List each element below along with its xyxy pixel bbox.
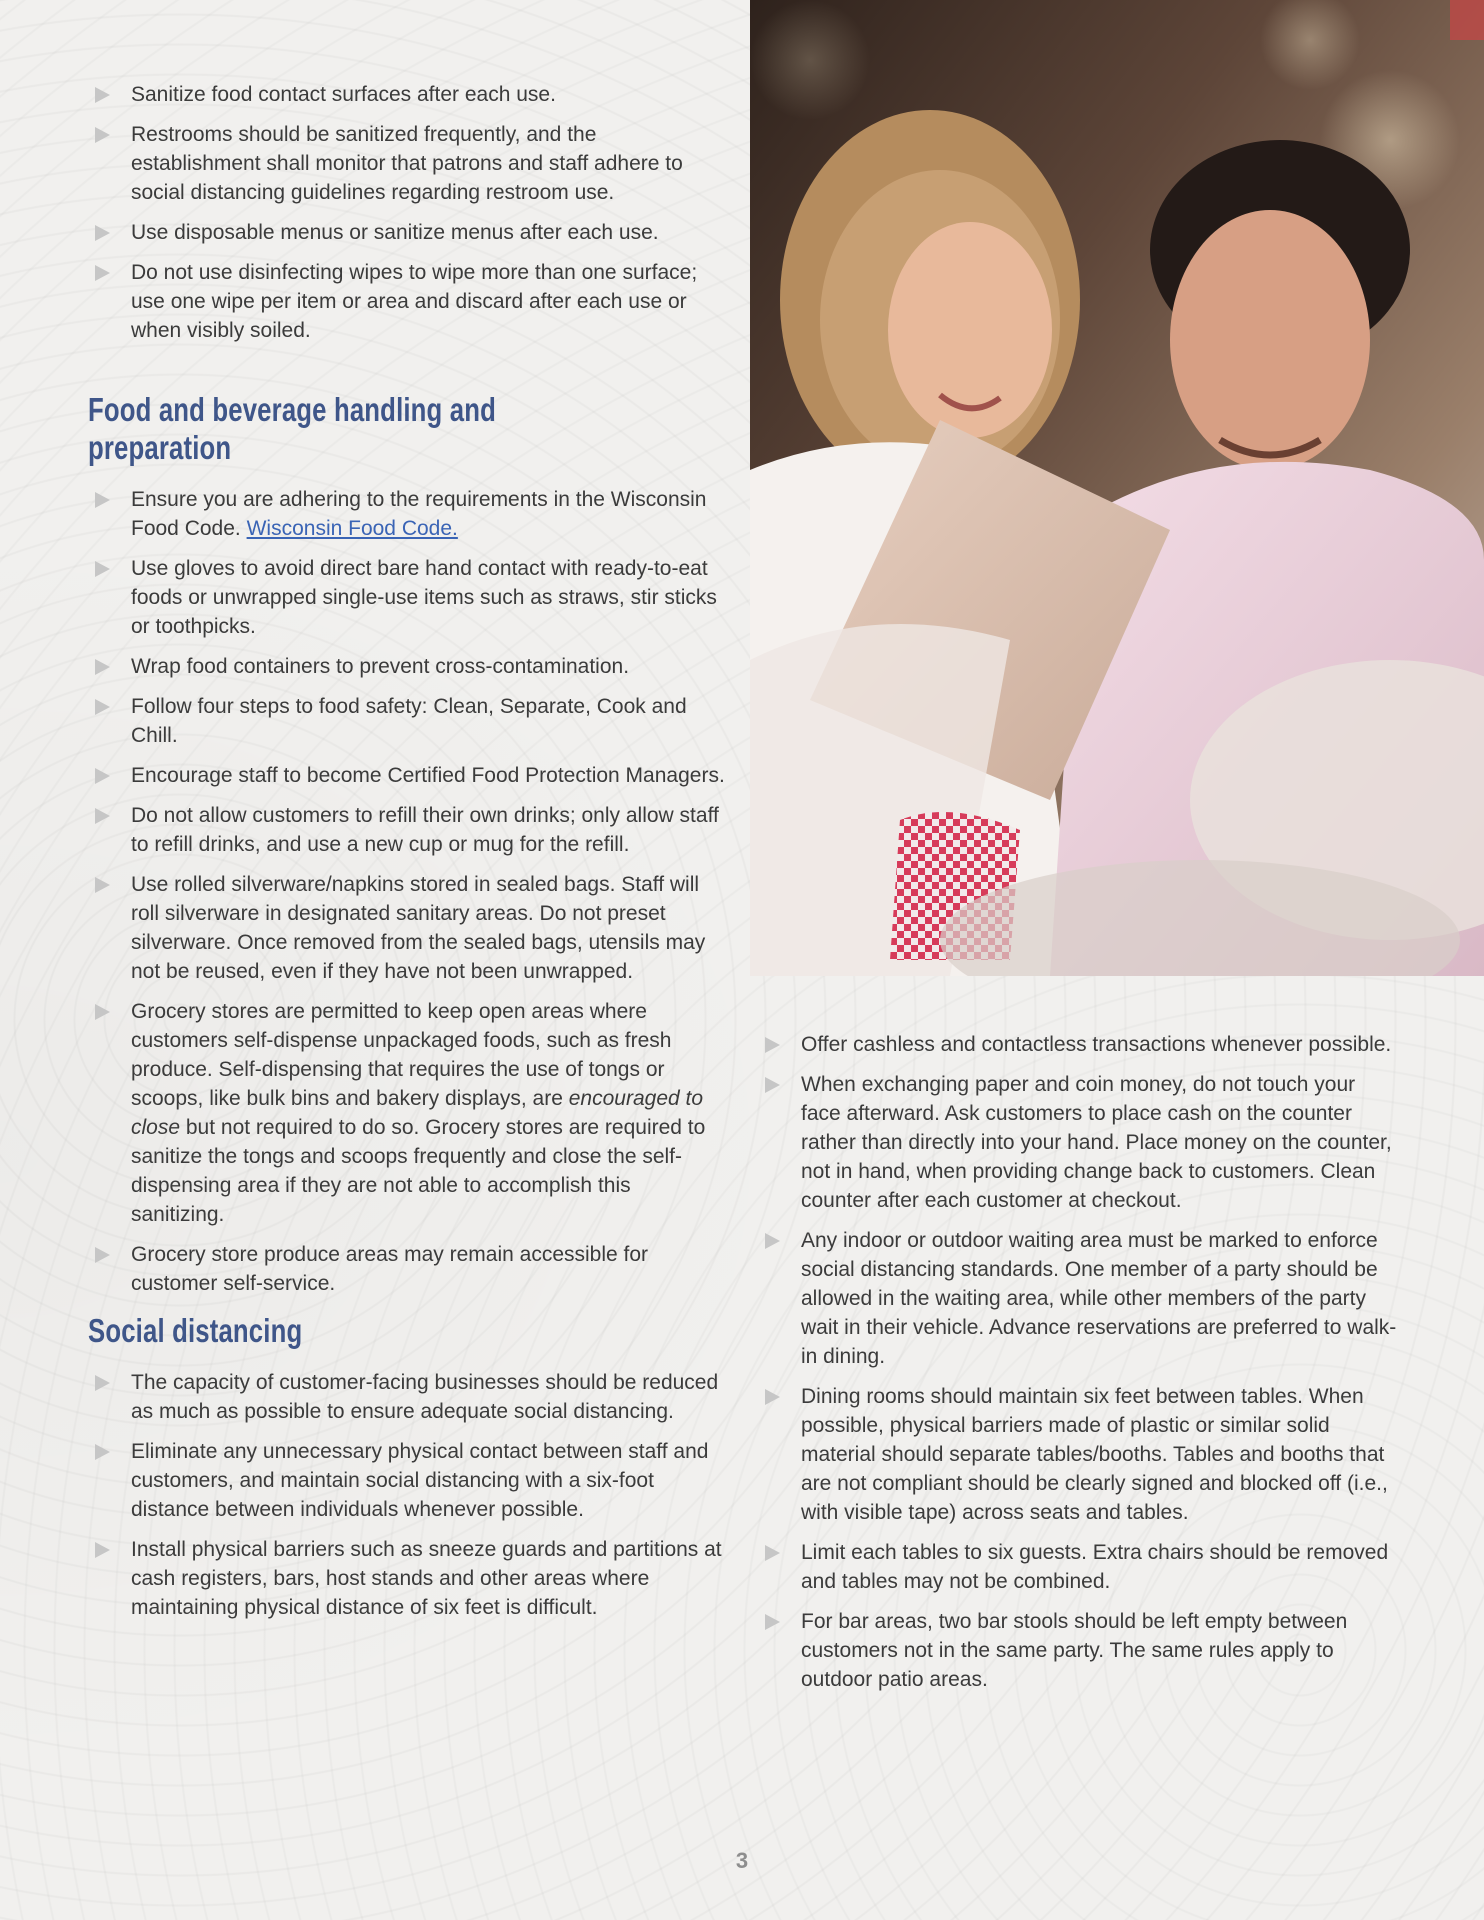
payment-distancing-bullet-list: [758, 1030, 1398, 1694]
triangle-bullet-icon: [95, 225, 110, 241]
triangle-bullet-icon: [95, 699, 110, 715]
section-heading-food-handling: Food and beverage handling and preparation: [88, 391, 496, 466]
triangle-bullet-icon: [765, 1077, 780, 1093]
list-item: Install physical barriers such as sneeze guards and partitions at cash registers, bars, host stands and other areas where maintaining physical distance of six feet is difficult.: [88, 1535, 728, 1622]
list-item: Limit each tables to six guests. Extra chairs should be removed and tables may not be combined.: [758, 1538, 1398, 1596]
triangle-bullet-icon: [765, 1545, 780, 1561]
list-item: Grocery stores are permitted to keep open areas where customers self-dispense unpackaged foods, such as fresh produce. Self-dispensing that requires the use of tongs or scoops, like bulk bins and bakery displays, are encouraged to close but not required to do so. Grocery stores are required to sanitize the tongs and scoops frequently and close the self-dispensing area if they are not able to accomplish this sanitizing.: [88, 997, 728, 1229]
triangle-bullet-icon: [95, 1375, 110, 1391]
list-item: Offer cashless and contactless transactions whenever possible.: [758, 1030, 1398, 1059]
wisconsin-food-code-link[interactable]: Wisconsin Food Code.: [246, 517, 458, 540]
triangle-bullet-icon: [95, 492, 110, 508]
triangle-bullet-icon: [95, 561, 110, 577]
list-item: For bar areas, two bar stools should be left empty between customers not in the same party. The same rules apply to outdoor patio areas.: [758, 1607, 1398, 1694]
social-bullet-list: [88, 1368, 728, 1622]
left-column: [88, 80, 728, 1633]
triangle-bullet-icon: [765, 1037, 780, 1053]
couple-reading-menu-photo: [750, 0, 1484, 976]
list-item: Encourage staff to become Certified Food Protection Managers.: [88, 761, 728, 790]
list-item: Wrap food containers to prevent cross-contamination.: [88, 652, 728, 681]
triangle-bullet-icon: [765, 1233, 780, 1249]
triangle-bullet-icon: [95, 1542, 110, 1558]
triangle-bullet-icon: [765, 1389, 780, 1405]
triangle-bullet-icon: [95, 127, 110, 143]
triangle-bullet-icon: [95, 1444, 110, 1460]
list-item: Use rolled silverware/napkins stored in sealed bags. Staff will roll silverware in designated sanitary areas. Do not preset silverware. Once removed from the sealed bags, utensils may not be reused, even if they have not been unwrapped.: [88, 870, 728, 986]
triangle-bullet-icon: [765, 1614, 780, 1630]
right-column: [758, 1030, 1398, 1705]
list-item: Eliminate any unnecessary physical contact between staff and customers, and maintain social distancing with a six-foot distance between individuals whenever possible.: [88, 1437, 728, 1524]
triangle-bullet-icon: [95, 87, 110, 103]
list-item: Restrooms should be sanitized frequently, and the establishment shall monitor that patrons and staff adhere to social distancing guidelines regarding restroom use.: [88, 120, 728, 207]
triangle-bullet-icon: [95, 659, 110, 675]
list-item: Grocery store produce areas may remain accessible for customer self-service.: [88, 1240, 728, 1298]
list-item: Dining rooms should maintain six feet between tables. When possible, physical barriers made of plastic or similar solid material should separate tables/booths. Tables and booths that are not compliant should be clearly signed and blocked off (i.e., with visible tape) across seats and tables.: [758, 1382, 1398, 1527]
page-number: 3: [735, 1848, 749, 1873]
list-item: Use disposable menus or sanitize menus after each use.: [88, 218, 728, 247]
intro-bullet-list: [88, 80, 728, 345]
list-item: The capacity of customer-facing businesses should be reduced as much as possible to ensure adequate social distancing.: [88, 1368, 728, 1426]
triangle-bullet-icon: [95, 877, 110, 893]
list-item: Do not allow customers to refill their own drinks; only allow staff to refill drinks, and use a new cup or mug for the refill.: [88, 801, 728, 859]
list-item: Ensure you are adhering to the requirements in the Wisconsin Food Code. Wisconsin Food Code.: [88, 485, 728, 543]
triangle-bullet-icon: [95, 768, 110, 784]
list-item: When exchanging paper and coin money, do not touch your face afterward. Ask customers to place cash on the counter rather than directly into your hand. Place money on the counter, not in hand, when providing change back to customers. Clean counter after each customer at checkout.: [758, 1070, 1398, 1215]
triangle-bullet-icon: [95, 808, 110, 824]
triangle-bullet-icon: [95, 265, 110, 281]
list-item: Follow four steps to food safety: Clean, Separate, Cook and Chill.: [88, 692, 728, 750]
section-heading-social-distancing: Social distancing: [88, 1312, 303, 1349]
list-item: Any indoor or outdoor waiting area must be marked to enforce social distancing standards. One member of a party should be allowed in the waiting area, while other members of the party wait in their vehicle. Advance reservations are preferred to walk-in dining.: [758, 1226, 1398, 1371]
food-bullet-list: [88, 485, 728, 1298]
list-item: Do not use disinfecting wipes to wipe more than one surface; use one wipe per item or area and discard after each use or when visibly soiled.: [88, 258, 728, 345]
list-item: Sanitize food contact surfaces after each use.: [88, 80, 728, 109]
triangle-bullet-icon: [95, 1004, 110, 1020]
list-item: Use gloves to avoid direct bare hand contact with ready-to-eat foods or unwrapped single-use items such as straws, stir sticks or toothpicks.: [88, 554, 728, 641]
triangle-bullet-icon: [95, 1247, 110, 1263]
